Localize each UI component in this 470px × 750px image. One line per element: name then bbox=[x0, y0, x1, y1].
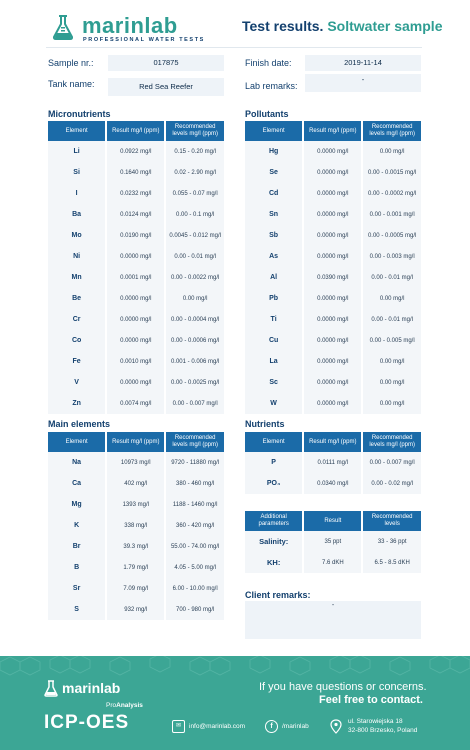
element-cell: Sc bbox=[245, 372, 302, 393]
result-cell: 0.0000 mg/l bbox=[304, 183, 361, 204]
column-header: Element bbox=[48, 121, 105, 141]
result-cell: 0.0000 mg/l bbox=[304, 162, 361, 183]
result-cell: 0.0232 mg/l bbox=[107, 183, 164, 204]
result-cell: 402 mg/l bbox=[107, 473, 164, 494]
table-row bbox=[245, 288, 421, 309]
recommended-cell: 0.00 mg/l bbox=[363, 393, 421, 414]
sample-number-label: Sample nr.: bbox=[48, 58, 94, 68]
table-row bbox=[245, 372, 421, 393]
table-row bbox=[48, 246, 224, 267]
element-cell: Cd bbox=[245, 183, 302, 204]
recommended-cell: 0.00 - 0.0006 mg/l bbox=[166, 330, 224, 351]
result-cell: 0.0000 mg/l bbox=[107, 288, 164, 309]
analysis-label: Analysis bbox=[116, 702, 143, 709]
facebook-link[interactable]: /marinlab bbox=[282, 723, 309, 730]
recommended-cell: 0.0045 - 0.012 mg/l bbox=[166, 225, 224, 246]
tank-name-field: Red Sea Reefer bbox=[108, 78, 224, 96]
recommended-cell: 0.00 - 0.02 mg/l bbox=[363, 473, 421, 494]
table-row bbox=[48, 536, 224, 557]
element-cell: W bbox=[245, 393, 302, 414]
result-cell: 0.0390 mg/l bbox=[304, 267, 361, 288]
recommended-cell: 0.00 mg/l bbox=[363, 372, 421, 393]
element-cell: V bbox=[48, 372, 105, 393]
column-header: Result mg/l (ppm) bbox=[107, 432, 164, 452]
result-cell: 0.0000 mg/l bbox=[304, 372, 361, 393]
element-cell: Be bbox=[48, 288, 105, 309]
table-row bbox=[245, 141, 421, 162]
brand-tagline: PROFESSIONAL WATER TESTS bbox=[83, 37, 205, 43]
table-header-row bbox=[245, 511, 421, 531]
result-cell: 0.0000 mg/l bbox=[304, 141, 361, 162]
recommended-cell: 380 - 460 mg/l bbox=[166, 473, 224, 494]
result-cell: 0.0000 mg/l bbox=[304, 393, 361, 414]
table-row bbox=[48, 162, 224, 183]
result-cell: 10973 mg/l bbox=[107, 452, 164, 473]
recommended-cell: 33 - 36 ppt bbox=[363, 531, 421, 552]
result-cell: 39.3 mg/l bbox=[107, 536, 164, 557]
flask-logo-icon bbox=[52, 14, 74, 40]
recommended-cell: 0.055 - 0.07 mg/l bbox=[166, 183, 224, 204]
column-header: Recommended levels mg/l (ppm) bbox=[166, 432, 224, 452]
element-cell: Ni bbox=[48, 246, 105, 267]
email-icon: ✉ bbox=[172, 720, 185, 733]
result-cell: 0.0074 mg/l bbox=[107, 393, 164, 414]
table-row bbox=[245, 330, 421, 351]
facebook-icon: f bbox=[265, 720, 278, 733]
result-cell: 1393 mg/l bbox=[107, 494, 164, 515]
result-cell: 0.0000 mg/l bbox=[304, 204, 361, 225]
table-row bbox=[245, 473, 421, 494]
table-row bbox=[245, 351, 421, 372]
result-cell: 1.79 mg/l bbox=[107, 557, 164, 578]
pro-label: Pro bbox=[106, 702, 117, 709]
table-row bbox=[48, 225, 224, 246]
recommended-cell: 6.00 - 10.00 mg/l bbox=[166, 578, 224, 599]
recommended-cell: 0.00 - 0.007 mg/l bbox=[166, 393, 224, 414]
micronutrients-table bbox=[46, 121, 226, 414]
table-header-row bbox=[48, 121, 224, 141]
element-cell: Mn bbox=[48, 267, 105, 288]
sample-number-field: 017875 bbox=[108, 55, 224, 71]
result-cell: 0.0000 mg/l bbox=[304, 309, 361, 330]
element-cell: Li bbox=[48, 141, 105, 162]
page-title-main: Test results. bbox=[242, 18, 324, 34]
element-cell: Co bbox=[48, 330, 105, 351]
table-row bbox=[48, 557, 224, 578]
table-row bbox=[48, 204, 224, 225]
element-cell: As bbox=[245, 246, 302, 267]
recommended-cell: 0.00 - 0.1 mg/l bbox=[166, 204, 224, 225]
brand-name: marinlab bbox=[82, 13, 178, 38]
column-header: Result mg/l (ppm) bbox=[107, 121, 164, 141]
result-cell: 0.0001 mg/l bbox=[107, 267, 164, 288]
element-cell: Se bbox=[245, 162, 302, 183]
table-row bbox=[48, 141, 224, 162]
column-header: Element bbox=[48, 432, 105, 452]
element-cell: KH: bbox=[245, 552, 302, 573]
column-header: Recommended levels mg/l (ppm) bbox=[363, 121, 421, 141]
column-header: Result bbox=[304, 511, 361, 531]
recommended-cell: 0.00 mg/l bbox=[166, 288, 224, 309]
element-cell: Fe bbox=[48, 351, 105, 372]
recommended-cell: 55.00 - 74.00 mg/l bbox=[166, 536, 224, 557]
result-cell: 0.0010 mg/l bbox=[107, 351, 164, 372]
table-row bbox=[48, 372, 224, 393]
table-row bbox=[48, 267, 224, 288]
element-cell: S bbox=[48, 599, 105, 620]
element-cell: Si bbox=[48, 162, 105, 183]
result-cell: 0.0000 mg/l bbox=[107, 309, 164, 330]
main-elements-title: Main elements bbox=[48, 419, 111, 429]
table-row bbox=[48, 452, 224, 473]
table-row bbox=[245, 267, 421, 288]
element-cell: Sr bbox=[48, 578, 105, 599]
recommended-cell: 0.00 - 0.0015 mg/l bbox=[363, 162, 421, 183]
element-cell: Cr bbox=[48, 309, 105, 330]
recommended-cell: 6.5 - 8.5 dKH bbox=[363, 552, 421, 573]
result-cell: 0.0340 mg/l bbox=[304, 473, 361, 494]
column-header: Recommended levels bbox=[363, 511, 421, 531]
recommended-cell: 1188 - 1460 mg/l bbox=[166, 494, 224, 515]
element-cell: Mo bbox=[48, 225, 105, 246]
element-cell: Al bbox=[245, 267, 302, 288]
column-header: Recommended levels mg/l (ppm) bbox=[166, 121, 224, 141]
column-header: Result mg/l (ppm) bbox=[304, 121, 361, 141]
element-cell: P bbox=[245, 452, 302, 473]
table-header-row bbox=[48, 432, 224, 452]
recommended-cell: 0.00 mg/l bbox=[363, 351, 421, 372]
recommended-cell: 0.00 - 0.01 mg/l bbox=[363, 267, 421, 288]
result-cell: 932 mg/l bbox=[107, 599, 164, 620]
recommended-cell: 0.00 - 0.001 mg/l bbox=[363, 204, 421, 225]
table-row bbox=[245, 452, 421, 473]
table-row bbox=[245, 162, 421, 183]
recommended-cell: 0.00 - 0.0025 mg/l bbox=[166, 372, 224, 393]
element-cell: Hg bbox=[245, 141, 302, 162]
element-cell: Mg bbox=[48, 494, 105, 515]
element-cell: Sb bbox=[245, 225, 302, 246]
table-row bbox=[48, 183, 224, 204]
element-cell: Ca bbox=[48, 473, 105, 494]
header-divider bbox=[46, 47, 422, 48]
lab-remarks-field: - bbox=[305, 74, 421, 92]
element-cell: Salinity: bbox=[245, 531, 302, 552]
result-cell: 35 ppt bbox=[304, 531, 361, 552]
recommended-cell: 0.00 - 0.01 mg/l bbox=[166, 246, 224, 267]
icp-oes-label: ICP-OES bbox=[44, 712, 130, 733]
result-cell: 0.0124 mg/l bbox=[107, 204, 164, 225]
result-cell: 0.0000 mg/l bbox=[107, 246, 164, 267]
client-remarks-label: Client remarks: bbox=[245, 590, 311, 600]
result-cell: 0.0000 mg/l bbox=[304, 330, 361, 351]
lab-remarks-label: Lab remarks: bbox=[245, 81, 298, 91]
table-row bbox=[245, 309, 421, 330]
element-cell: K bbox=[48, 515, 105, 536]
element-cell: Sn bbox=[245, 204, 302, 225]
recommended-cell: 0.00 - 0.0022 mg/l bbox=[166, 267, 224, 288]
footer-brand: marinlab bbox=[62, 680, 121, 696]
element-cell: Pb bbox=[245, 288, 302, 309]
client-remarks-value: - bbox=[331, 602, 335, 609]
recommended-cell: 0.00 - 0.005 mg/l bbox=[363, 330, 421, 351]
column-header: Recommended levels mg/l (ppm) bbox=[363, 432, 421, 452]
element-cell: Zn bbox=[48, 393, 105, 414]
element-cell: I bbox=[48, 183, 105, 204]
result-cell: 0.1640 mg/l bbox=[107, 162, 164, 183]
table-row bbox=[48, 473, 224, 494]
element-cell: Br bbox=[48, 536, 105, 557]
column-header: Additional parameters bbox=[245, 511, 302, 531]
recommended-cell: 0.00 - 0.0002 mg/l bbox=[363, 183, 421, 204]
result-cell: 0.0111 mg/l bbox=[304, 452, 361, 473]
table-row bbox=[48, 351, 224, 372]
nutrients-title: Nutrients bbox=[245, 419, 285, 429]
nutrients-table bbox=[243, 432, 423, 494]
element-cell: La bbox=[245, 351, 302, 372]
recommended-cell: 0.02 - 2.90 mg/l bbox=[166, 162, 224, 183]
column-header: Element bbox=[245, 432, 302, 452]
column-header: Element bbox=[245, 121, 302, 141]
parameters-table bbox=[243, 511, 423, 573]
table-row bbox=[48, 578, 224, 599]
table-row bbox=[48, 393, 224, 414]
recommended-cell: 360 - 420 mg/l bbox=[166, 515, 224, 536]
table-row bbox=[245, 393, 421, 414]
result-cell: 0.0922 mg/l bbox=[107, 141, 164, 162]
recommended-cell: 0.00 - 0.003 mg/l bbox=[363, 246, 421, 267]
micronutrients-title: Micronutrients bbox=[48, 109, 111, 119]
result-cell: 0.0000 mg/l bbox=[304, 225, 361, 246]
recommended-cell: 700 - 980 mg/l bbox=[166, 599, 224, 620]
address-line-2: 32-800 Brzesko, Poland bbox=[348, 727, 418, 734]
footer-flask-icon bbox=[44, 680, 58, 697]
recommended-cell: 0.00 - 0.0005 mg/l bbox=[363, 225, 421, 246]
result-cell: 0.0000 mg/l bbox=[304, 351, 361, 372]
recommended-cell: 0.00 mg/l bbox=[363, 141, 421, 162]
table-row bbox=[245, 531, 421, 552]
table-row bbox=[48, 288, 224, 309]
recommended-cell: 4.05 - 5.00 mg/l bbox=[166, 557, 224, 578]
element-cell: B bbox=[48, 557, 105, 578]
table-row bbox=[48, 494, 224, 515]
result-cell: 7.6 dKH bbox=[304, 552, 361, 573]
table-row bbox=[48, 515, 224, 536]
email-link[interactable]: info@marinlab.com bbox=[189, 723, 246, 730]
table-row bbox=[245, 246, 421, 267]
table-header-row bbox=[245, 121, 421, 141]
result-cell: 0.0000 mg/l bbox=[107, 372, 164, 393]
pollutants-title: Pollutants bbox=[245, 109, 289, 119]
table-header-row bbox=[245, 432, 421, 452]
finish-date-field: 2019-11-14 bbox=[305, 55, 421, 71]
tank-name-label: Tank name: bbox=[48, 79, 95, 89]
column-header: Result mg/l (ppm) bbox=[304, 432, 361, 452]
client-remarks-box bbox=[245, 601, 421, 639]
page-title bbox=[242, 18, 442, 34]
table-row bbox=[48, 599, 224, 620]
table-row bbox=[48, 309, 224, 330]
main-elements-table bbox=[46, 432, 226, 620]
table-row bbox=[245, 204, 421, 225]
result-cell: 7.09 mg/l bbox=[107, 578, 164, 599]
result-cell: 0.0190 mg/l bbox=[107, 225, 164, 246]
address-line-1: ul. Starowiejska 18 bbox=[348, 718, 403, 725]
element-cell: Cu bbox=[245, 330, 302, 351]
footer-feel-free: Feel free to contact. bbox=[319, 694, 423, 706]
result-cell: 0.0000 mg/l bbox=[304, 246, 361, 267]
table-row bbox=[245, 225, 421, 246]
element-cell: Ba bbox=[48, 204, 105, 225]
table-row bbox=[245, 183, 421, 204]
table-row bbox=[245, 552, 421, 573]
recommended-cell: 0.00 - 0.01 mg/l bbox=[363, 309, 421, 330]
footer-question: If you have questions or concerns. bbox=[259, 681, 427, 693]
result-cell: 0.0000 mg/l bbox=[107, 330, 164, 351]
pro-analysis-label bbox=[106, 702, 143, 709]
recommended-cell: 0.15 - 0.20 mg/l bbox=[166, 141, 224, 162]
result-cell: 0.0000 mg/l bbox=[304, 288, 361, 309]
table-row bbox=[48, 330, 224, 351]
result-cell: 338 mg/l bbox=[107, 515, 164, 536]
element-cell: Ti bbox=[245, 309, 302, 330]
recommended-cell: 0.00 - 0.0004 mg/l bbox=[166, 309, 224, 330]
pollutants-table bbox=[243, 121, 423, 414]
recommended-cell: 0.00 - 0.007 mg/l bbox=[363, 452, 421, 473]
element-cell: PO₄ bbox=[245, 473, 302, 494]
element-cell: Na bbox=[48, 452, 105, 473]
recommended-cell: 9720 - 11880 mg/l bbox=[166, 452, 224, 473]
recommended-cell: 0.001 - 0.006 mg/l bbox=[166, 351, 224, 372]
finish-date-label: Finish date: bbox=[245, 58, 292, 68]
location-pin-icon bbox=[330, 719, 342, 734]
page-title-accent: Soltwater sample bbox=[327, 18, 443, 34]
recommended-cell: 0.00 mg/l bbox=[363, 288, 421, 309]
